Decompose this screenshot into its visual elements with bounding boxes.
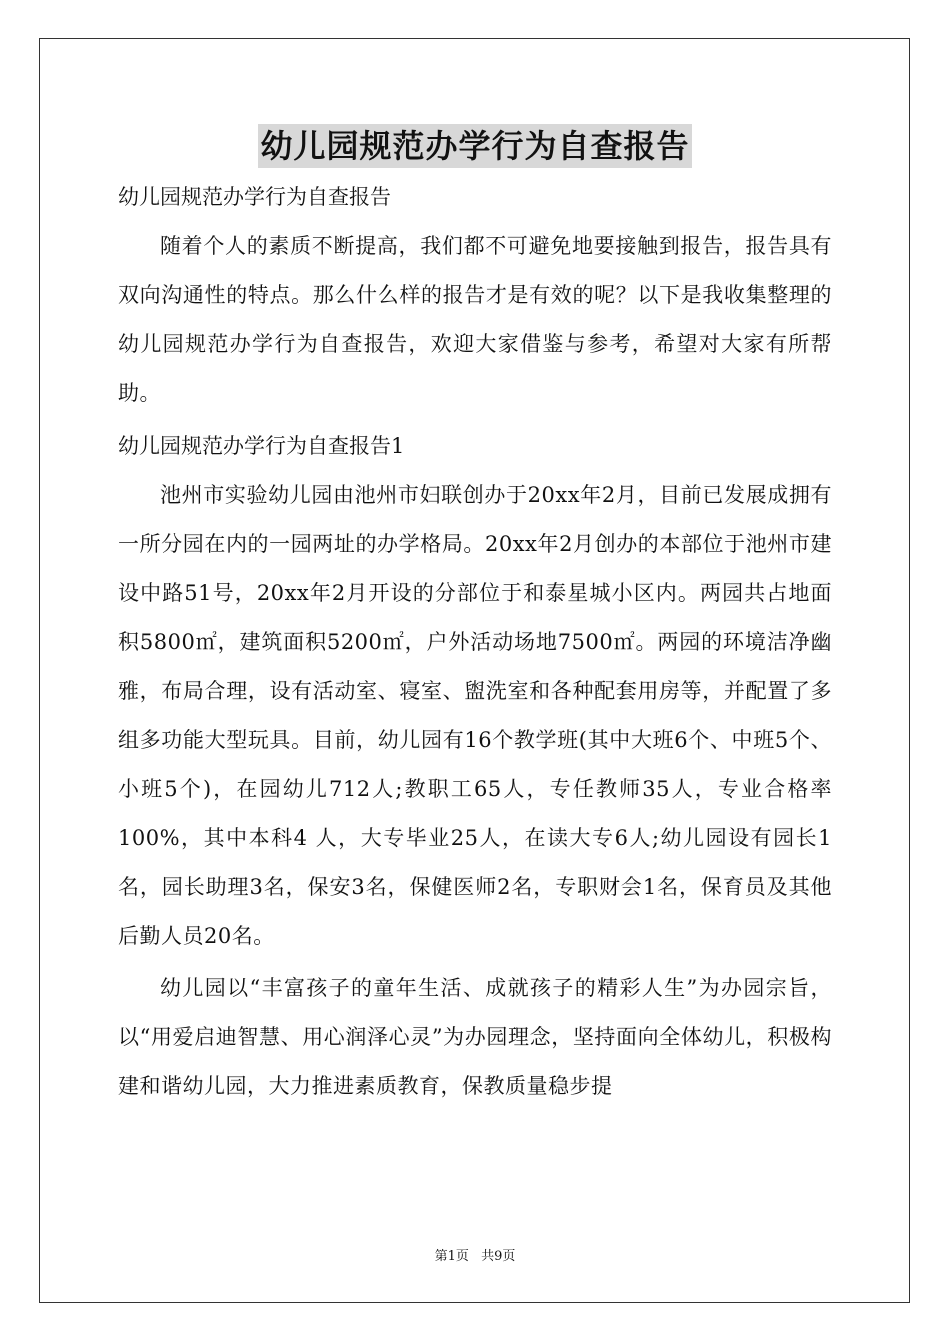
section-heading: 幼儿园规范办学行为自查报告1 — [118, 434, 405, 458]
document-subtitle: 幼儿园规范办学行为自查报告 — [118, 185, 391, 209]
page-number: 第1页 — [434, 1249, 469, 1264]
document-body — [118, 124, 832, 1114]
document-title: 幼儿园规范办学行为自查报告 — [258, 124, 691, 168]
intro-paragraph: 随着个人的素质不断提高，我们都不可避免地要接触到报告，报告具有双向沟通性的特点。那么什么样的报告才是有效的呢？以下是我收集整理的幼儿园规范办学行为自查报告，欢迎大家借鉴与参考，希望对大家有所帮助。 — [118, 234, 832, 405]
body-paragraph-1: 池州市实验幼儿园由池州市妇联创办于20xx年2月，目前已发展成拥有一所分园在内的一园两址的办学格局。20xx年2月创办的本部位于池州市建设中路51号，20xx年2月开设的分部位于和泰星城小区内。两园共占地面积5800㎡，建筑面积5200㎡，户外活动场地7500㎡。两园的环境洁净幽雅，布局合理，设有活动室、寝室、盥洗室和各种配套用房等，并配置了多组多功能大型玩具。目前，幼儿园有16个教学班(其中大班6个、中班5个、小班5个)，在园幼儿712人;教职工65人，专任教师35人，专业合格率100%，其中本科4 人，大专毕业25人，在读大专6人;幼儿园设有园长1名，园长助理3名，保安3名，保健医师2名，专职财会1名，保育员及其他后勤人员20名。 — [118, 483, 832, 948]
body-paragraph-2: 幼儿园以“丰富孩子的童年生活、成就孩子的精彩人生”为办园宗旨，以“用爱启迪智慧、用心润泽心灵”为办园理念，坚持面向全体幼儿，积极构建和谐幼儿园，大力推进素质教育，保教质量稳步提 — [118, 976, 832, 1098]
page-total: 共9页 — [481, 1249, 516, 1264]
title-wrap — [118, 124, 832, 172]
page-footer — [0, 1245, 950, 1264]
